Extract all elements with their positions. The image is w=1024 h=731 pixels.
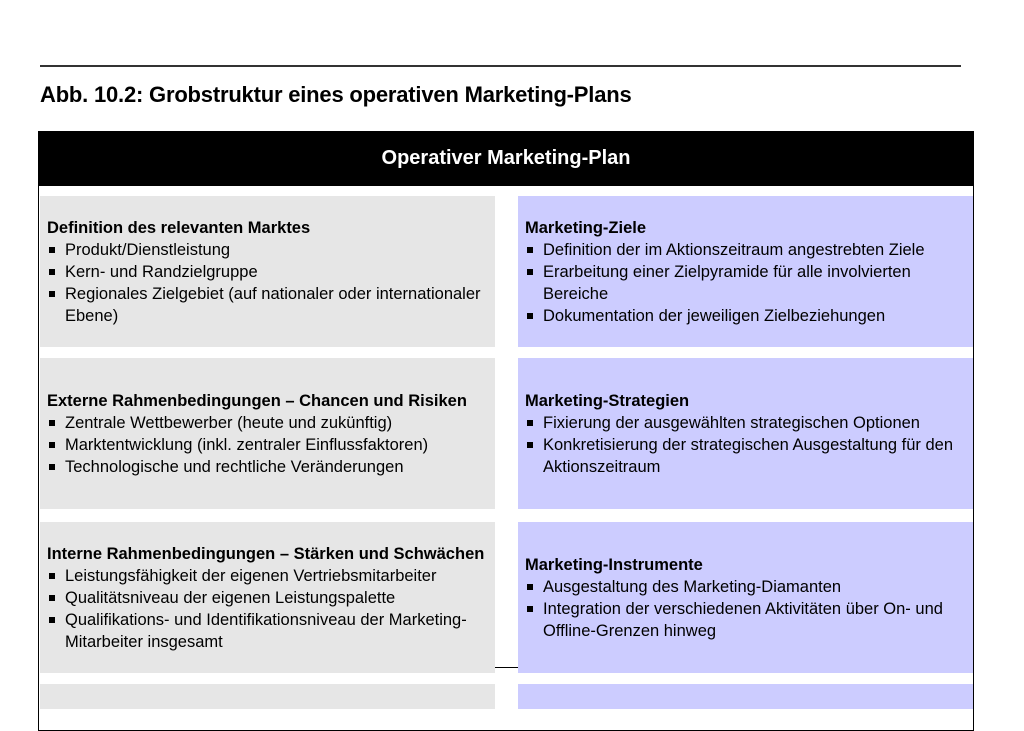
list-item: Technologische und rechtliche Veränderungen (47, 456, 489, 478)
box-heading: Marketing-Strategien (525, 391, 690, 410)
list-item: Zentrale Wettbewerber (heute und zukünftig) (47, 412, 489, 434)
list-item: Marktentwicklung (inkl. zentraler Einflussfaktoren) (47, 434, 489, 456)
box-partial-right (518, 684, 973, 709)
bullet-list (47, 565, 489, 653)
bullet-list (525, 412, 967, 478)
list-item: Erarbeitung einer Zielpyramide für alle involvierten Bereiche (525, 261, 967, 305)
box-marketing-instruments (518, 522, 973, 673)
bullet-list (47, 239, 489, 327)
box-heading: Marketing-Instrumente (525, 555, 703, 574)
list-item: Kern- und Randzielgruppe (47, 261, 489, 283)
box-marketing-goals (518, 196, 973, 347)
plan-header-label: Operativer Marketing-Plan (381, 147, 631, 169)
figure-title: Abb. 10.2: Grobstruktur eines operativen Marketing-Plans (40, 82, 632, 107)
bullet-list (47, 412, 489, 478)
plan-header (38, 131, 974, 186)
box-marketing-strategies (518, 358, 973, 509)
box-heading: Interne Rahmenbedingungen – Stärken und Schwächen (47, 544, 485, 563)
box-heading: Externe Rahmenbedingungen – Chancen und Risiken (47, 391, 467, 410)
connector-line (495, 667, 518, 668)
bullet-list (525, 576, 967, 642)
box-heading: Marketing-Ziele (525, 218, 647, 237)
top-rule (40, 65, 961, 67)
bullet-list (525, 239, 967, 327)
list-item: Qualifikations- und Identifikationsniveau der Marketing-Mitarbeiter insgesamt (47, 609, 489, 653)
box-internal-conditions (40, 522, 495, 673)
list-item: Integration der verschiedenen Aktivitäten über On- und Offline-Grenzen hinweg (525, 598, 967, 642)
box-heading: Definition des relevanten Marktes (47, 218, 311, 237)
box-external-conditions (40, 358, 495, 509)
list-item: Regionales Zielgebiet (auf nationaler oder internationaler Ebene) (47, 283, 489, 327)
box-relevant-market (40, 196, 495, 347)
list-item: Produkt/Dienstleistung (47, 239, 489, 261)
list-item: Qualitätsniveau der eigenen Leistungspalette (47, 587, 489, 609)
list-item: Dokumentation der jeweiligen Zielbeziehungen (525, 305, 967, 327)
box-partial-left (40, 684, 495, 709)
list-item: Konkretisierung der strategischen Ausgestaltung für den Aktionszeitraum (525, 434, 967, 478)
list-item: Definition der im Aktionszeitraum angestrebten Ziele (525, 239, 967, 261)
list-item: Leistungsfähigkeit der eigenen Vertriebsmitarbeiter (47, 565, 489, 587)
list-item: Fixierung der ausgewählten strategischen Optionen (525, 412, 967, 434)
list-item: Ausgestaltung des Marketing-Diamanten (525, 576, 967, 598)
